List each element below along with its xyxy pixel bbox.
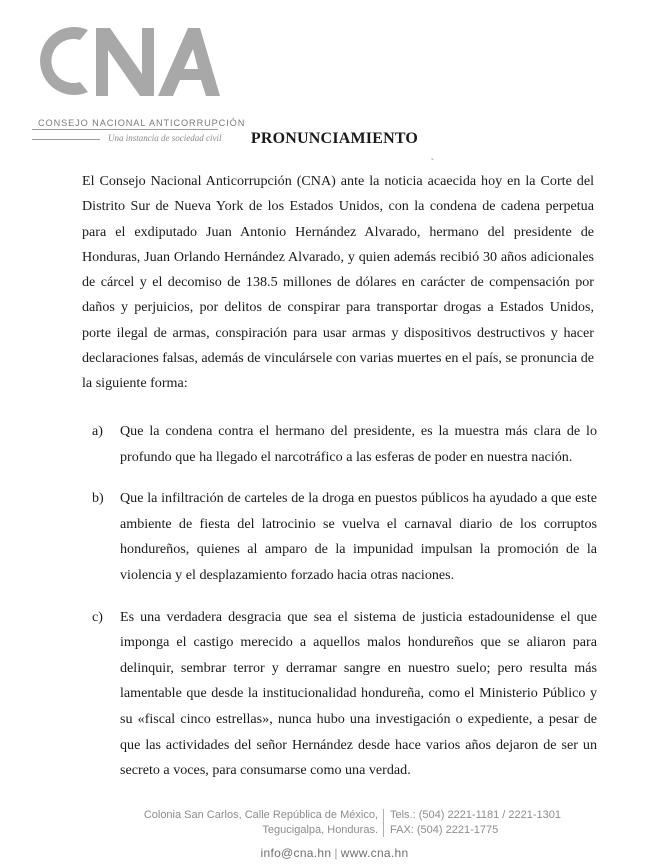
logo-tagline: Una instancia de sociedad civil [108,133,222,143]
list-item-text: Es una verdadera desgracia que sea el sistema de justicia estadounidense el que imponga el castigo merecido a aquellos malos hondureños que se aliaron para delinquir, sembrar terror y derramar sangre en nuestro suelo; pero resulta más lamentable que desde la institucionalidad hondureña, como el Ministerio Público y su «fiscal cinco estrellas», nunca hubo una investigación o expediente, a pesar de que las actividades del señor Hernández desde hace varios años dejaron de ser un secreto a voces, para consumarse como una verdad. [120,608,597,779]
pronouncement-list [92,419,597,800]
document-title: PRONUNCIAMIENTO [250,130,419,147]
list-item-text: Que la condena contra el hermano del presidente, es la muestra más clara de lo profundo que ha llegado el narcotráfico a las esferas de poder en nuestra nación. [120,423,597,465]
list-item [92,486,597,588]
footer-phone: Tels.: (504) 2221-1181 / 2221-1301 [390,809,562,821]
list-item-text: Que la infiltración de carteles de la droga en puestos públicos ha ayudado a que este ambiente de fiesta del latrocinio se vuelva el carnaval diario de los corruptos hondureños, quienes al amparo de la impunidad impulsan la promoción de la violencia y el desplazamiento forzado hacia otras naciones. [120,490,597,583]
cna-logo [30,22,246,143]
intro-paragraph: El Consejo Nacional Anticorrupción (CNA) ante la noticia acaecida hoy en la Corte del Distrito Sur de Nueva York de los Estados Unidos, con la condena de cadena perpetua para el exdiputado Juan Antonio Hernández Alvarado, hermano del presidente de Honduras, Juan Orlando Hernández Alvarado, y quien además recibió 30 años adicionales de cárcel y el decomiso de 138.5 millones de dólares en carácter de compensación por daños y perjuicios, por delitos de conspirar para transportar drogas a Estados Unidos, porte ilegal de armas, conspiración para usar armas y dispositivos destructivos y hacer declaraciones falsas, además de vinculársele con varias muertes en el país, se pronuncia de la siguiente forma: [82,173,594,392]
footer-separator: | [334,846,338,860]
cna-logo-mark [30,22,220,100]
list-item-label: b) [92,490,104,507]
footer-divider [383,809,384,837]
footer-address [128,808,378,838]
footer-email-link[interactable]: info@cna.hn [260,846,332,860]
footer-address-line: Tegucigalpa, Honduras. [262,824,378,836]
footer-contact [390,808,590,838]
logo-org-name: CONSEJO NACIONAL ANTICORRUPCIÓN [38,118,246,128]
list-item-label: c) [92,608,103,625]
list-item [92,605,597,784]
stray-mark: ˜ [431,157,434,166]
list-item [92,419,597,470]
footer-web-links [0,846,669,860]
footer-address-line: Colonia San Carlos, Calle República de México, [143,809,378,821]
list-item-label: a) [92,423,103,439]
footer-fax: FAX: (504) 2221-1775 [390,824,499,836]
footer-website-link[interactable]: www.cna.hn [340,846,409,860]
